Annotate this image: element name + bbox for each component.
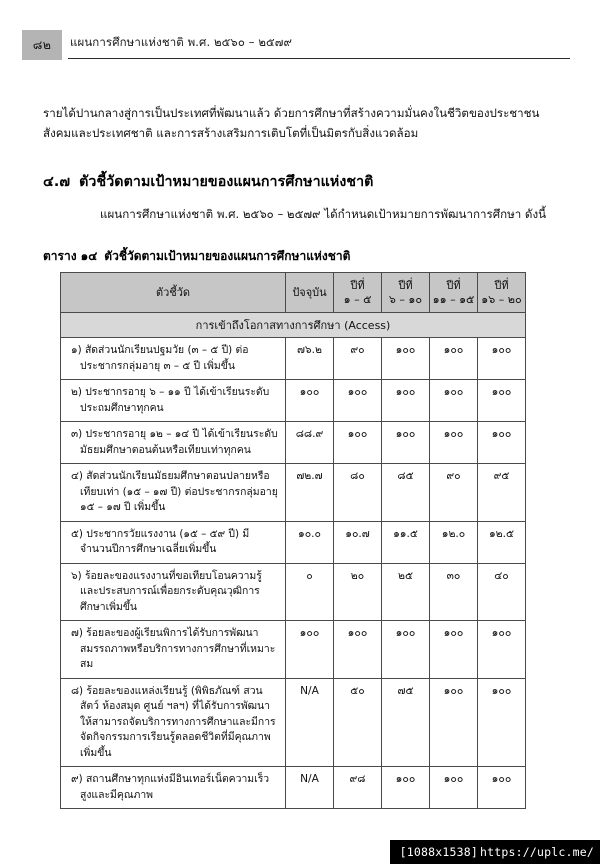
indicator-cell: ๓) ประชากรอายุ ๑๒ – ๑๔ ปี ได้เข้าเรียนระดับมัธยมศึกษาตอนต้นหรือเทียบเท่าทุกคน — [61, 422, 286, 464]
table-header — [61, 273, 526, 313]
target-value-cell: ๗๕ — [382, 678, 430, 767]
running-header — [22, 30, 570, 62]
target-value-cell: ๑๐๐ — [430, 380, 478, 422]
table-section-row — [61, 313, 526, 338]
year-range: ๖ – ๑๐ — [388, 292, 423, 306]
table-header-row — [61, 273, 526, 313]
table-row — [61, 422, 526, 464]
target-value-cell: ๒๐ — [334, 563, 382, 621]
target-value-cell: ๑๐๐ — [334, 380, 382, 422]
footer-watermark — [390, 840, 600, 864]
watermark-url: https://uplc.me/ — [480, 845, 594, 859]
indicator-cell: ๖) ร้อยละของแรงงานที่ขอเทียบโอนความรู้และประสบการณ์เพื่อยกระดับคุณวุฒิการศึกษาเพิ่มขึ้น — [61, 563, 286, 621]
target-value-cell: ๑๐.๗ — [334, 521, 382, 563]
target-value-cell: ๙๐ — [430, 464, 478, 522]
column-header-year-16-20 — [478, 273, 526, 313]
target-value-cell: ๑๐๐ — [382, 621, 430, 679]
column-header-indicator: ตัวชี้วัด — [61, 273, 286, 313]
year-label: ปีที่ — [350, 278, 365, 292]
current-value-cell: ๑๐.๐ — [286, 521, 334, 563]
table-row — [61, 621, 526, 679]
target-value-cell: ๑๐๐ — [478, 338, 526, 380]
target-value-cell: ๑๐๐ — [430, 767, 478, 809]
section-title: ตัวชี้วัดตามเป้าหมายของแผนการศึกษาแห่งชาติ — [79, 174, 374, 190]
section-number: ๔.๗ — [43, 174, 71, 190]
year-label: ปีที่ — [398, 278, 413, 292]
page-number-badge: ๘๒ — [22, 30, 62, 60]
table-caption — [43, 247, 350, 266]
target-value-cell: ๑๐๐ — [382, 380, 430, 422]
target-value-cell: ๙๘ — [334, 767, 382, 809]
target-value-cell: ๑๐๐ — [478, 767, 526, 809]
current-value-cell: N/A — [286, 678, 334, 767]
table-row — [61, 338, 526, 380]
table-row — [61, 767, 526, 809]
target-value-cell: ๑๐๐ — [430, 621, 478, 679]
year-range: ๑๑ – ๑๕ — [432, 292, 475, 306]
target-value-cell: ๑๐๐ — [334, 422, 382, 464]
table-row — [61, 380, 526, 422]
target-value-cell: ๘๐ — [334, 464, 382, 522]
target-value-cell: ๘๕ — [382, 464, 430, 522]
indicator-cell: ๒) ประชากรอายุ ๖ – ๑๑ ปี ได้เข้าเรียนระดับประถมศึกษาทุกคน — [61, 380, 286, 422]
target-value-cell: ๑๐๐ — [430, 422, 478, 464]
target-value-cell: ๔๐ — [478, 563, 526, 621]
target-value-cell: ๑๒.๐ — [430, 521, 478, 563]
target-value-cell: ๑๐๐ — [478, 380, 526, 422]
column-header-year-11-15 — [430, 273, 478, 313]
year-label: ปีที่ — [494, 278, 509, 292]
current-value-cell: ๗๖.๒ — [286, 338, 334, 380]
section-heading — [43, 171, 373, 193]
target-value-cell: ๓๐ — [430, 563, 478, 621]
target-value-cell: ๙๐ — [334, 338, 382, 380]
section-intro-paragraph: แผนการศึกษาแห่งชาติ พ.ศ. ๒๕๖๐ – ๒๕๗๙ ได้กำหนดเป้าหมายการพัฒนาการศึกษา ดังนี้ — [100, 207, 547, 221]
indicator-cell: ๘) ร้อยละของแหล่งเรียนรู้ (พิพิธภัณฑ์ สวนสัตว์ ห้องสมุด ศูนย์ ฯลฯ) ที่ได้รับการพัฒนาให้สามารถจัดบริการทางการศึกษาและมีการจัดกิจกรรมการเรียนรู้ตลอดชีวิตที่มีคุณภาพเพิ่มขึ้น — [61, 678, 286, 767]
column-header-current: ปัจจุบัน — [286, 273, 334, 313]
target-value-cell: ๒๕ — [382, 563, 430, 621]
target-value-cell: ๑๐๐ — [478, 422, 526, 464]
current-value-cell: ๗๒.๗ — [286, 464, 334, 522]
table-row — [61, 563, 526, 621]
table-caption-text: ตัวชี้วัดตามเป้าหมายของแผนการศึกษาแห่งชาติ — [104, 249, 351, 263]
target-value-cell: ๑๐๐ — [334, 621, 382, 679]
indicator-cell: ๑) สัดส่วนนักเรียนปฐมวัย (๓ – ๕ ปี) ต่อประชากรกลุ่มอายุ ๓ – ๕ ปี เพิ่มขึ้น — [61, 338, 286, 380]
target-value-cell: ๑๐๐ — [382, 338, 430, 380]
table-row — [61, 521, 526, 563]
target-value-cell: ๑๐๐ — [430, 338, 478, 380]
target-value-cell: ๕๐ — [334, 678, 382, 767]
current-value-cell: N/A — [286, 767, 334, 809]
indicator-cell: ๗) ร้อยละของผู้เรียนพิการได้รับการพัฒนาสมรรถภาพหรือบริการทางการศึกษาที่เหมาะสม — [61, 621, 286, 679]
target-value-cell: ๑๐๐ — [478, 678, 526, 767]
year-range: ๑๖ – ๒๐ — [481, 292, 522, 306]
table-caption-label: ตาราง — [43, 249, 77, 263]
indicator-cell: ๕) ประชากรวัยแรงงาน (๑๕ – ๕๙ ปี) มีจำนวนปีการศึกษาเฉลี่ยเพิ่มขึ้น — [61, 521, 286, 563]
current-value-cell: ๑๐๐ — [286, 621, 334, 679]
indicator-cell: ๔) สัดส่วนนักเรียนมัธยมศึกษาตอนปลายหรือเทียบเท่า (๑๕ – ๑๗ ปี) ต่อประชากรกลุ่มอายุ ๑๕ – ๑๗ ปี เพิ่มขึ้น — [61, 464, 286, 522]
intro-paragraph: รายได้ปานกลางสู่การเป็นประเทศที่พัฒนาแล้ว ด้วยการศึกษาที่สร้างความมั่นคงในชีวิตของประชาชน สังคมและประเทศชาติ และการสร้างเสริมการเติบโตที่เป็นมิตรกับสิ่งแวดล้อม — [43, 106, 540, 140]
year-label: ปีที่ — [446, 278, 461, 292]
target-value-cell: ๑๑.๕ — [382, 521, 430, 563]
column-header-year-1-5 — [334, 273, 382, 313]
year-range: ๑ – ๕ — [343, 292, 372, 306]
target-value-cell: ๑๐๐ — [430, 678, 478, 767]
column-header-year-6-10 — [382, 273, 430, 313]
target-value-cell: ๑๒.๕ — [478, 521, 526, 563]
table-row — [61, 464, 526, 522]
table-caption-number: ๑๔ — [80, 249, 98, 263]
header-divider-rule — [68, 58, 570, 59]
running-header-title: แผนการศึกษาแห่งชาติ พ.ศ. ๒๕๖๐ – ๒๕๗๙ — [70, 35, 293, 49]
target-value-cell: ๙๕ — [478, 464, 526, 522]
table-body — [61, 313, 526, 809]
watermark-dimensions: [1088x1538] — [399, 845, 479, 859]
current-value-cell: ๘๘.๙ — [286, 422, 334, 464]
target-value-cell: ๑๐๐ — [382, 767, 430, 809]
indicator-cell: ๙) สถานศึกษาทุกแห่งมีอินเทอร์เน็ตความเร็วสูงและมีคุณภาพ — [61, 767, 286, 809]
target-value-cell: ๑๐๐ — [382, 422, 430, 464]
current-value-cell: ๑๐๐ — [286, 380, 334, 422]
indicators-table — [60, 272, 526, 809]
table-section-label: การเข้าถึงโอกาสทางการศึกษา (Access) — [61, 313, 526, 338]
current-value-cell: ๐ — [286, 563, 334, 621]
table-row — [61, 678, 526, 767]
target-value-cell: ๑๐๐ — [478, 621, 526, 679]
